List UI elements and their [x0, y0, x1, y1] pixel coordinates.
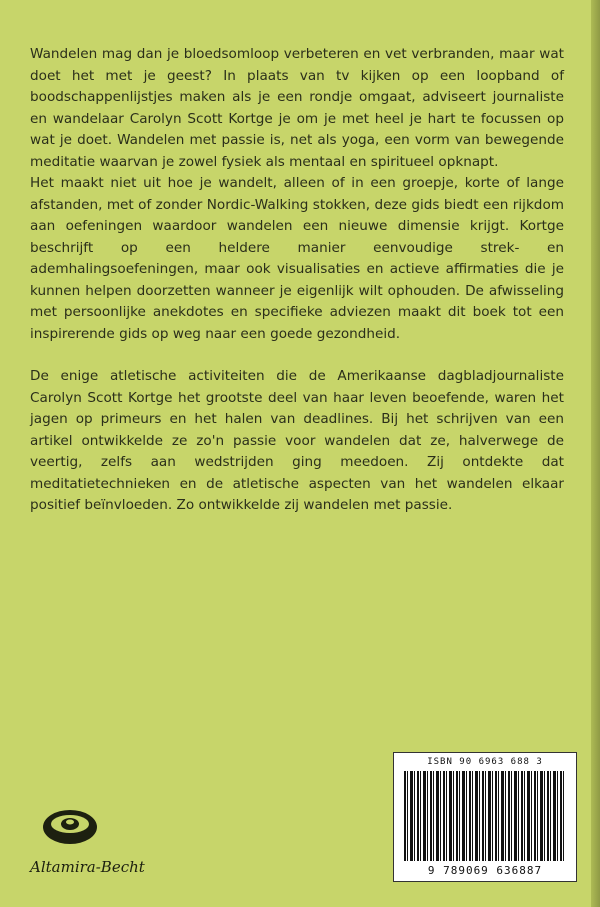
publisher-name: Altamira-Becht [30, 858, 145, 876]
publisher-block [30, 800, 190, 876]
ean-number: 9 789069 636887 [394, 864, 576, 877]
barcode-bars [404, 771, 566, 861]
altamira-logo-icon [40, 800, 100, 852]
spine-edge [591, 0, 600, 907]
barcode [393, 752, 577, 882]
back-cover-blurb [30, 44, 564, 517]
blurb-paragraph-3: De enige atletische activiteiten die de Amerikaanse dagbladjournaliste Carolyn Scott Kortge het grootste deel van haar leven beoefende, waren het jagen op primeurs en het halen van deadlines. Bij het schrijven van een artikel ontwikkelde ze zo'n passie voor wandelen dat ze, halverwege de veertig, zelfs aan wedstrijden ging meedoen. Zij ontdekte dat meditatietechnieken en de atletische aspecten van het wandelen elkaar positief beïnvloeden. Zo ontwikkelde zij wandelen met passie. [30, 368, 564, 513]
blurb-paragraph-2: Het maakt niet uit hoe je wandelt, alleen of in een groepje, korte of lange afstanden, met of zonder Nordic-Walking stokken, deze gids biedt een rijkdom aan oefeningen waardoor wandelen een nieuwe dimensie krijgt. Kortge beschrijft op een heldere manier eenvoudige strek- en ademhalingsoefeningen, maar ook visualisaties en actieve affirmaties die je kunnen helpen doorzetten wanneer je eigenlijk wilt ophouden. De afwisseling met persoonlijke anekdotes en specifieke adviezen maakt dit boek tot een inspirerende gids op weg naar een goede gezondheid. [30, 175, 564, 342]
isbn-number: ISBN 90 6963 688 3 [427, 757, 543, 767]
blurb-paragraph-1: Wandelen mag dan je bloedsomloop verbeteren en vet verbranden, maar wat doet het met je geest? In plaats van tv kijken op een loopband of boodschappenlijstjes maken als je een rondje omgaat, adviseert journaliste en wandelaar Carolyn Scott Kortge je om je met heel je hart te focussen op wat je doet. Wandelen met passie is, net als yoga, een vorm van bewegende meditatie waarvan je zowel fysiek als mentaal en spiritueel opknapt. [30, 46, 564, 170]
